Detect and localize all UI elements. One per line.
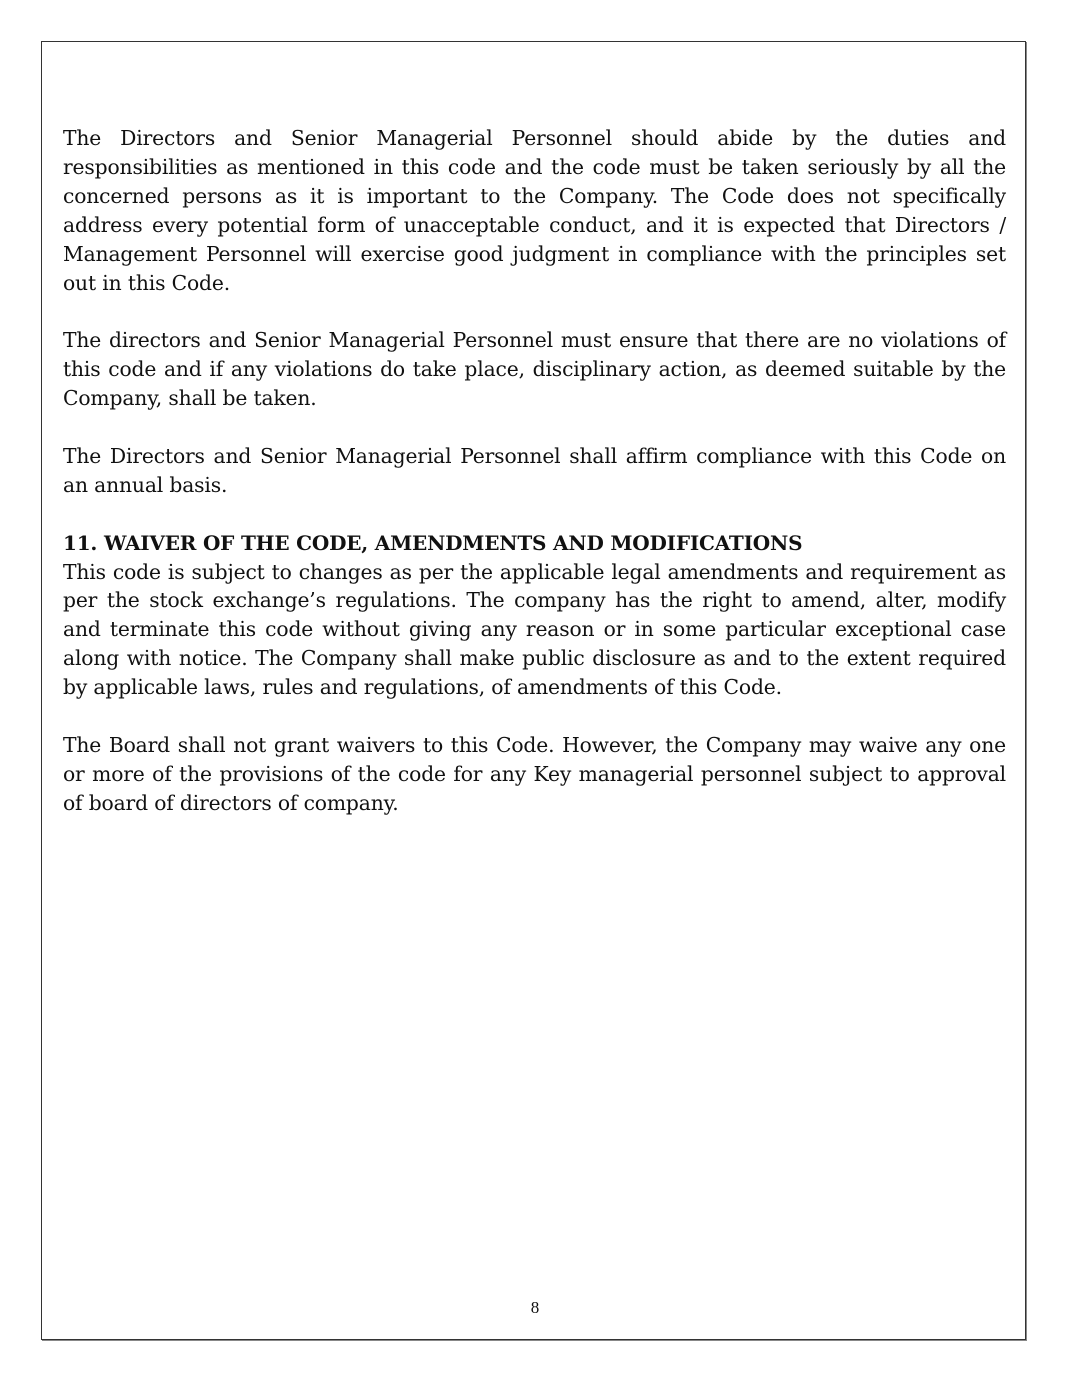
paragraph-affirm-compliance: The Directors and Senior Managerial Personnel shall affirm compliance with this Code on an annual basis. — [63, 443, 1006, 497]
page-content — [63, 124, 1006, 847]
paragraph-violations: The directors and Senior Managerial Personnel must ensure that there are no violations of this code and if any violations do take place, disciplinary action, as deemed suitable by the Company, shall be taken. — [63, 328, 1006, 411]
paragraph-amendments: This code is subject to changes as per the applicable legal amendments and requirement as per the stock exchange’s regulations. The company has the right to amend, alter, modify and terminate this code without giving any reason or in some particular exceptional case along with notice. The Company shall make public disclosure as and to the extent required by applicable laws, rules and regulations, of amendments of this Code. — [63, 559, 1006, 700]
paragraph-duties: The Directors and Senior Managerial Personnel should abide by the duties and responsibilities as mentioned in this code and the code must be taken seriously by all the concerned persons as it is important to the Company. The Code does not specifically address every potential form of unacceptable conduct, and it is expected that Directors / Management Personnel will exercise good judgment in compliance with the principles set out in this Code. — [63, 126, 1006, 295]
paragraph-waivers: The Board shall not grant waivers to this Code. However, the Company may waive any one or more of the provisions of the code for any Key managerial personnel subject to approval of board of directors of company. — [63, 732, 1006, 815]
page-number: 8 — [530, 1298, 540, 1317]
section-heading-waiver: 11. WAIVER OF THE CODE, AMENDMENTS AND MODIFICATIONS — [63, 530, 803, 555]
